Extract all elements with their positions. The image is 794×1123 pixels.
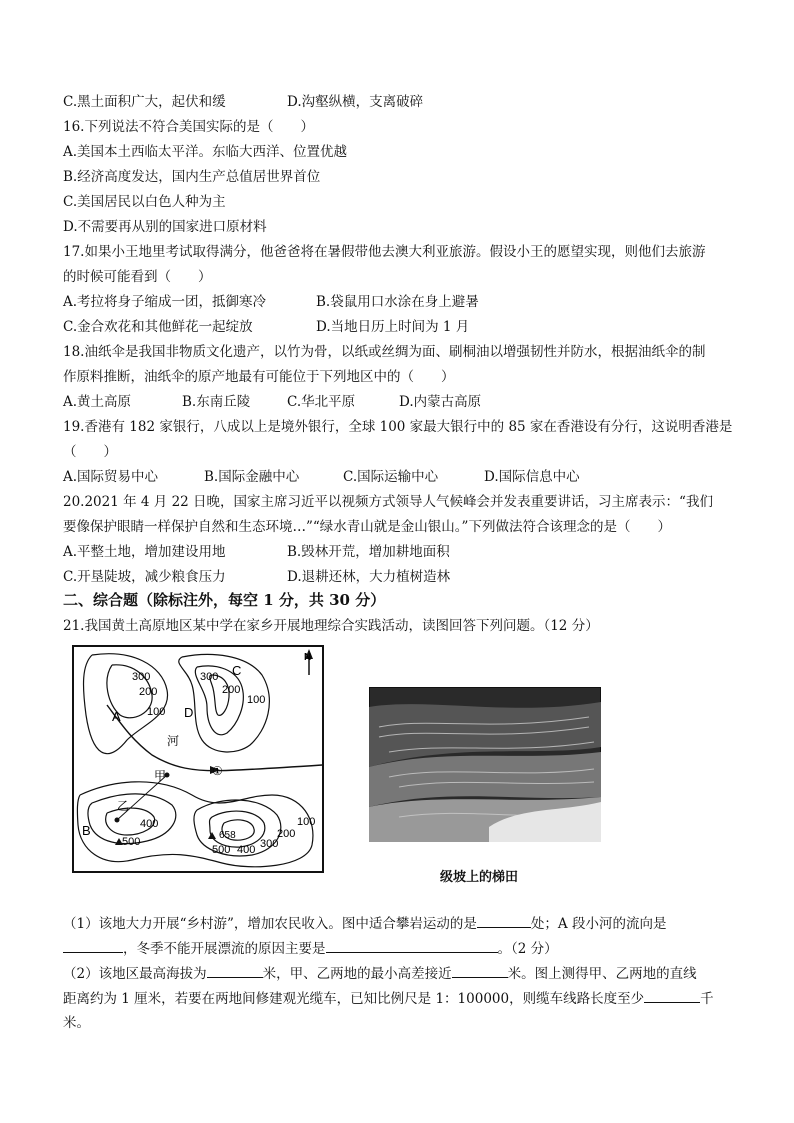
svg-text:300: 300 bbox=[200, 671, 219, 683]
svg-text:100: 100 bbox=[147, 706, 166, 718]
answer-blank-5[interactable] bbox=[452, 963, 508, 978]
svg-text:100: 100 bbox=[297, 816, 316, 828]
svg-text:200: 200 bbox=[139, 686, 158, 698]
svg-text:200: 200 bbox=[222, 684, 241, 696]
q16-option-c: C.美国居民以白色人种为主 bbox=[63, 194, 226, 210]
q16-stem: 16.下列说法不符合美国实际的是（ ） bbox=[63, 119, 314, 135]
q19-option-d: D.国际信息中心 bbox=[484, 469, 580, 485]
q21-part1-line2: ，冬季不能开展漂流的原因主要是 。（2 分） bbox=[63, 938, 558, 959]
q17-option-c: C.金合欢花和其他鲜花一起绽放 bbox=[63, 319, 253, 335]
q19-stem-line2: （ ） bbox=[63, 444, 117, 460]
section-2-heading: 二、综合题（除标注外，每空 1 分，共 30 分） bbox=[63, 591, 386, 609]
terrace-photo bbox=[369, 687, 601, 842]
q19-stem-line1: 19.香港有 182 家银行，八成以上是境外银行，全球 100 家最大银行中的 85 家在香港设有分行，这说明香港是 bbox=[63, 419, 733, 435]
svg-text:甲: 甲 bbox=[154, 769, 167, 783]
q20-option-d: D.退耕还林，大力植树造林 bbox=[287, 569, 451, 585]
contour-map bbox=[72, 645, 324, 873]
svg-text:100: 100 bbox=[247, 694, 266, 706]
q17-option-d: D.当地日历上时间为 1 月 bbox=[316, 319, 470, 335]
q15-option-c: C.黑土面积广大，起伏和缓 bbox=[63, 94, 226, 110]
q21-stem: 21.我国黄土高原地区某中学在家乡开展地理综合实践活动，读图回答下列问题。（12 分） bbox=[63, 618, 599, 634]
q21-part2-line1: （2）该地区最高海拔为 米，甲、乙两地的最小高差接近 米。图上测得甲、乙两地的直线 bbox=[63, 963, 697, 984]
svg-text:500: 500 bbox=[212, 844, 231, 856]
answer-blank-6[interactable] bbox=[644, 988, 700, 1003]
q16-option-b: B.经济高度发达，国内生产总值居世界首位 bbox=[63, 169, 321, 185]
q19-option-a: A.国际贸易中心 bbox=[63, 469, 159, 485]
svg-text:D: D bbox=[184, 705, 194, 720]
q21-part2-line3: 米。 bbox=[63, 1015, 90, 1031]
q19-option-b: B.国际金融中心 bbox=[204, 469, 300, 485]
q17-option-a: A.考拉将身子缩成一团，抵御寒冷 bbox=[63, 294, 267, 310]
svg-text:200: 200 bbox=[277, 828, 296, 840]
answer-blank-1[interactable] bbox=[477, 913, 531, 928]
svg-text:400: 400 bbox=[140, 818, 159, 830]
q17-stem-line2: 的时候可能看到（ ） bbox=[63, 269, 212, 285]
q20-stem-line1: 20.2021 年 4 月 22 日晚，国家主席习近平以视频方式领导人气候峰会并发表重要讲话，习主席表示：“我们 bbox=[63, 494, 713, 510]
q20-option-a: A.平整土地，增加建设用地 bbox=[63, 544, 226, 560]
q18-option-c: C.华北平原 bbox=[287, 394, 356, 410]
answer-blank-2[interactable] bbox=[63, 938, 123, 953]
svg-text:A: A bbox=[112, 709, 121, 724]
svg-text:①: ① bbox=[212, 764, 223, 778]
svg-text:C: C bbox=[232, 663, 242, 678]
svg-text:658: 658 bbox=[219, 830, 236, 841]
q18-option-a: A.黄土高原 bbox=[63, 394, 132, 410]
svg-text:300: 300 bbox=[132, 671, 151, 683]
q20-option-c: C.开垦陡坡，减少粮食压力 bbox=[63, 569, 226, 585]
q20-stem-line2: 要像保护眼睛一样保护自然和生态环境…”“绿水青山就是金山银山。”下列做法符合该理念的是（ ） bbox=[63, 519, 671, 535]
svg-text:B: B bbox=[82, 823, 91, 838]
q18-stem-line1: 18.油纸伞是我国非物质文化遗产，以竹为骨，以纸或丝绸为面、刷桐油以增强韧性并防水，根据油纸伞的制 bbox=[63, 344, 706, 360]
svg-text:乙: 乙 bbox=[117, 799, 130, 813]
north-label: N bbox=[304, 652, 312, 663]
answer-blank-4[interactable] bbox=[207, 963, 263, 978]
q18-option-d: D.内蒙古高原 bbox=[399, 394, 482, 410]
q18-option-b: B.东南丘陵 bbox=[182, 394, 251, 410]
svg-text:300: 300 bbox=[260, 838, 279, 850]
q16-option-a: A.美国本土西临太平洋。东临大西洋、位置优越 bbox=[63, 144, 348, 160]
answer-blank-3[interactable] bbox=[326, 938, 498, 953]
svg-text:400: 400 bbox=[237, 844, 256, 856]
q19-option-c: C.国际运输中心 bbox=[343, 469, 439, 485]
q17-stem-line1: 17.如果小王地里考试取得满分，他爸爸将在暑假带他去澳大利亚旅游。假设小王的愿望实现，则他们去旅游 bbox=[63, 244, 706, 260]
svg-text:500: 500 bbox=[122, 836, 141, 848]
q21-part1-line1: （1）该地大力开展“乡村游”，增加农民收入。图中适合攀岩运动的是 处；A 段小河的流向是 bbox=[63, 913, 666, 934]
q21-part2-line2: 距离约为 1 厘米，若要在两地间修建观光缆车，已知比例尺是 1：100000，则缆车线路长度至少 千 bbox=[63, 988, 714, 1009]
q18-stem-line2: 作原料推断，油纸伞的原产地最有可能位于下列地区中的（ ） bbox=[63, 369, 455, 385]
q20-option-b: B.毁林开荒，增加耕地面积 bbox=[287, 544, 450, 560]
photo-caption: 级坡上的梯田 bbox=[440, 870, 519, 885]
q16-option-d: D.不需要再从别的国家进口原材料 bbox=[63, 219, 267, 235]
svg-text:河: 河 bbox=[167, 734, 180, 748]
q17-option-b: B.袋鼠用口水涂在身上避暑 bbox=[316, 294, 479, 310]
q15-option-d: D.沟壑纵横，支离破碎 bbox=[287, 94, 424, 110]
